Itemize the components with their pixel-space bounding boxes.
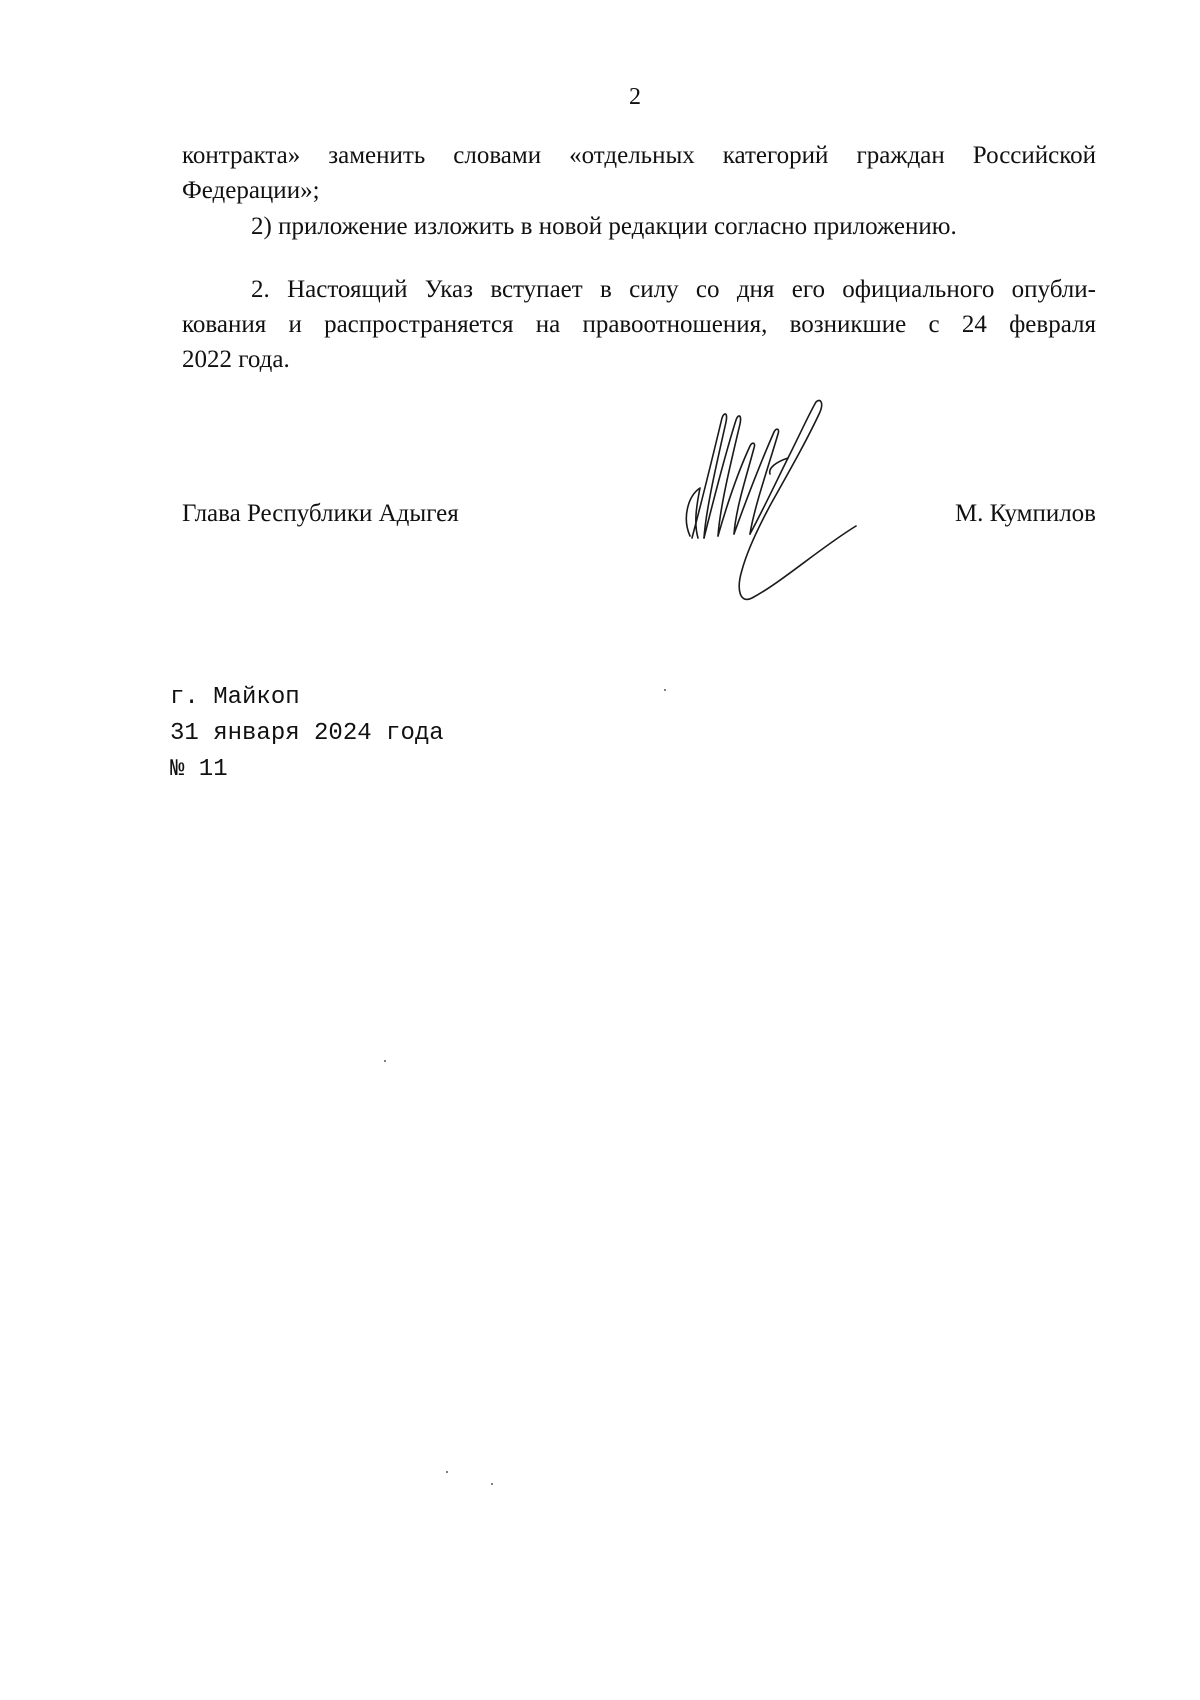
handwritten-signature <box>660 398 900 628</box>
issue-date: 31 января 2024 года <box>170 720 444 747</box>
page-number: 2 <box>629 84 641 110</box>
paragraph-line: 2) приложение изложить в новой редакции согласно приложению. <box>251 213 957 240</box>
paragraph-amendment-2 <box>182 209 1096 244</box>
decree-number: № 11 <box>170 756 228 783</box>
scan-speck <box>446 1471 448 1473</box>
issue-city: г. Майкоп <box>170 684 300 711</box>
paragraph-line: Федерации»; <box>182 177 320 204</box>
paragraph-line: 2022 года. <box>182 346 290 373</box>
signatory-title: Глава Республики Адыгея <box>182 500 459 527</box>
paragraph-amendment-1 <box>182 138 1096 208</box>
paragraph-line: кования и распространяется на правоотношения, возникшие с 24 февраля <box>182 311 1096 338</box>
document-footer <box>170 680 444 788</box>
paragraph-line: контракта» заменить словами «отдельных категорий граждан Российской <box>182 142 1096 169</box>
paragraph-line: 2. Настоящий Указ вступает в силу со дня его официального опубли- <box>251 276 1096 303</box>
scan-speck <box>384 1060 386 1062</box>
scan-speck <box>491 1483 493 1485</box>
signatory-name: М. Кумпилов <box>954 500 1096 527</box>
scan-speck <box>664 689 666 691</box>
paragraph-entry-into-force <box>182 272 1096 377</box>
